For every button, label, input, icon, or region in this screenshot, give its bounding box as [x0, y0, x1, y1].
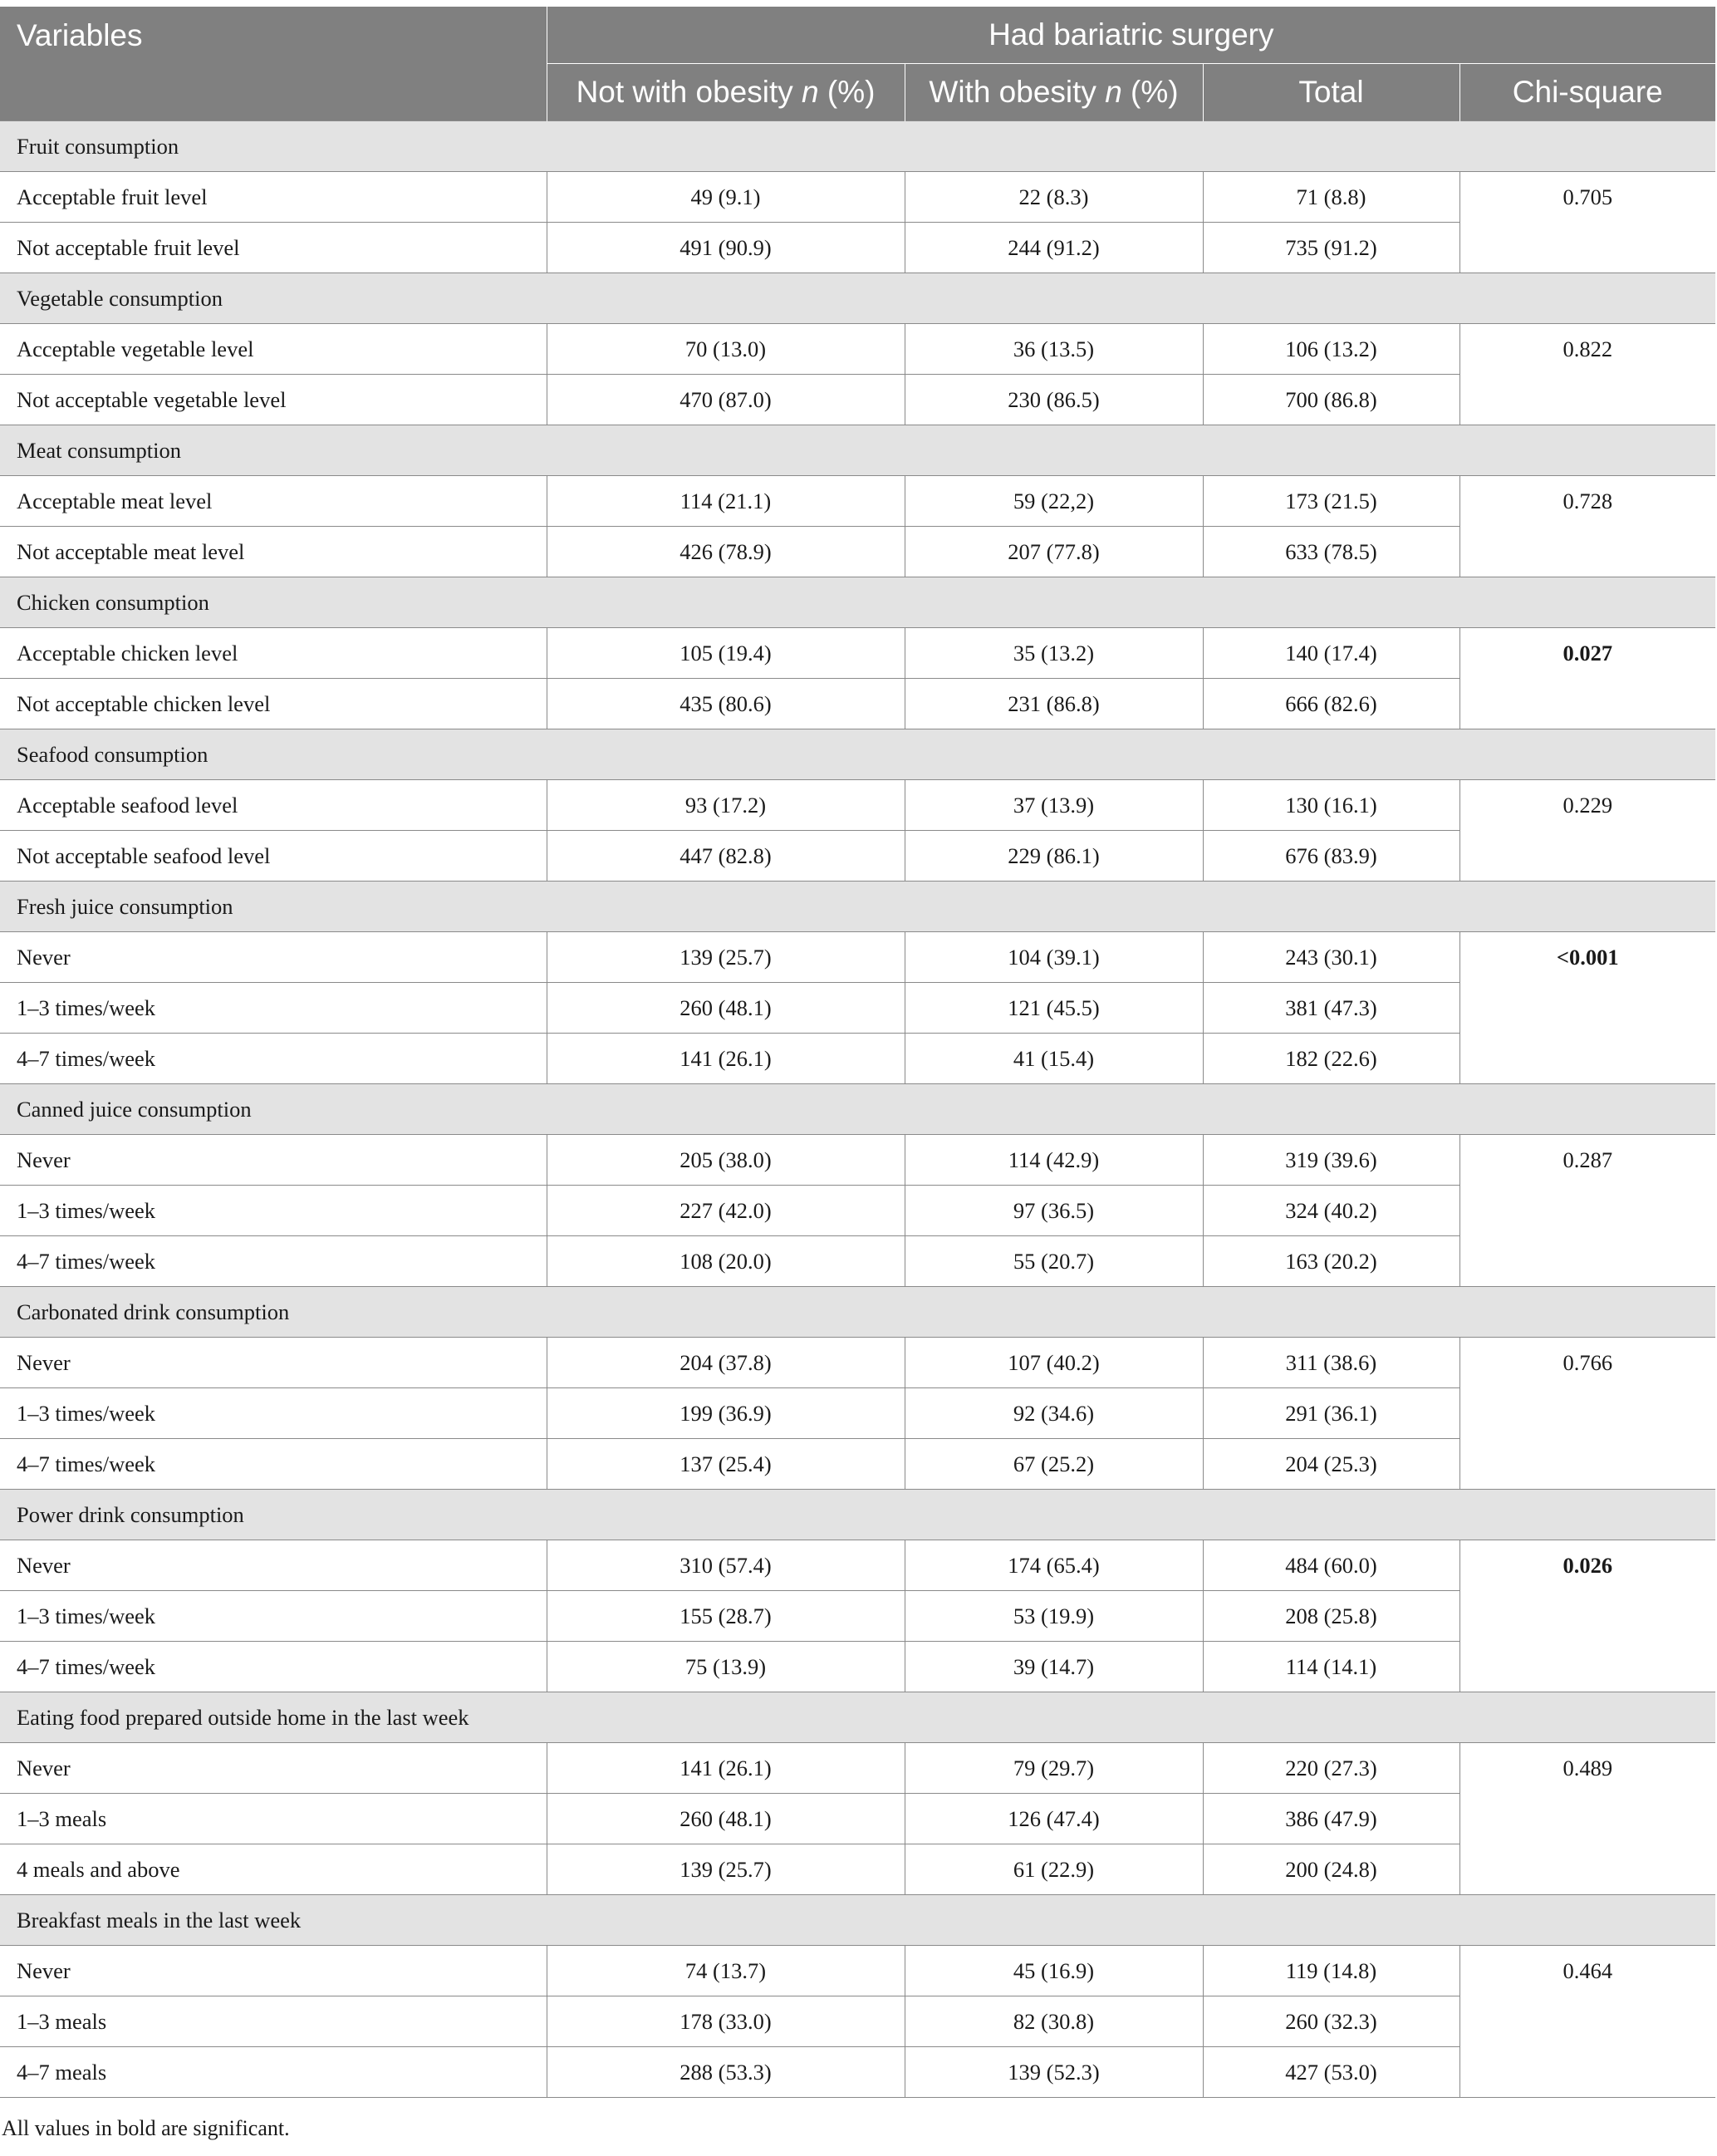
cell-not-with-obesity: 114 (21.1) — [547, 476, 905, 527]
cell-with-obesity: 229 (86.1) — [905, 831, 1203, 882]
cell-not-with-obesity: 310 (57.4) — [547, 1540, 905, 1591]
cell-with-obesity: 107 (40.2) — [905, 1338, 1203, 1388]
cell-total: 260 (32.3) — [1203, 1996, 1459, 2047]
cell-with-obesity: 53 (19.9) — [905, 1591, 1203, 1642]
cell-with-obesity: 79 (29.7) — [905, 1743, 1203, 1794]
cell-with-obesity: 231 (86.8) — [905, 679, 1203, 729]
pct-suffix: (%) — [818, 75, 876, 109]
table-row — [0, 1996, 1715, 2047]
table-row — [0, 2047, 1715, 2098]
cell-total: 220 (27.3) — [1203, 1743, 1459, 1794]
cell-not-with-obesity: 141 (26.1) — [547, 1034, 905, 1084]
header-group: Had bariatric surgery — [547, 7, 1715, 64]
section-title: Seafood consumption — [0, 729, 1715, 780]
section-header-row — [0, 1287, 1715, 1338]
row-label: 4 meals and above — [0, 1844, 547, 1895]
cell-total: 200 (24.8) — [1203, 1844, 1459, 1895]
cell-with-obesity: 39 (14.7) — [905, 1642, 1203, 1692]
cell-not-with-obesity: 139 (25.7) — [547, 932, 905, 983]
row-label: Never — [0, 1743, 547, 1794]
row-label: 1–3 times/week — [0, 1591, 547, 1642]
cell-with-obesity: 126 (47.4) — [905, 1794, 1203, 1844]
table-row — [0, 679, 1715, 729]
table-row — [0, 1540, 1715, 1591]
cell-not-with-obesity: 155 (28.7) — [547, 1591, 905, 1642]
cell-total: 633 (78.5) — [1203, 527, 1459, 577]
section-title: Vegetable consumption — [0, 273, 1715, 324]
section-title: Carbonated drink consumption — [0, 1287, 1715, 1338]
section-title: Breakfast meals in the last week — [0, 1895, 1715, 1946]
table-body — [0, 121, 1715, 2098]
header-variables: Variables — [0, 7, 547, 121]
cell-total: 324 (40.2) — [1203, 1186, 1459, 1236]
section-title: Fruit consumption — [0, 121, 1715, 172]
cell-with-obesity: 45 (16.9) — [905, 1946, 1203, 1996]
cell-chi-square: <0.001 — [1459, 932, 1715, 1084]
cell-total: 140 (17.4) — [1203, 628, 1459, 679]
cell-total: 119 (14.8) — [1203, 1946, 1459, 1996]
cell-with-obesity: 121 (45.5) — [905, 983, 1203, 1034]
section-title: Power drink consumption — [0, 1490, 1715, 1540]
row-label: 4–7 times/week — [0, 1034, 547, 1084]
cell-total: 106 (13.2) — [1203, 324, 1459, 375]
cell-with-obesity: 174 (65.4) — [905, 1540, 1203, 1591]
table-row — [0, 983, 1715, 1034]
cell-total: 427 (53.0) — [1203, 2047, 1459, 2098]
section-header-row — [0, 273, 1715, 324]
row-label: Not acceptable chicken level — [0, 679, 547, 729]
section-header-row — [0, 121, 1715, 172]
cell-total: 204 (25.3) — [1203, 1439, 1459, 1490]
table-row — [0, 1186, 1715, 1236]
pct-suffix: (%) — [1121, 75, 1179, 109]
cell-with-obesity: 35 (13.2) — [905, 628, 1203, 679]
cell-with-obesity: 104 (39.1) — [905, 932, 1203, 983]
row-label: 4–7 times/week — [0, 1642, 547, 1692]
row-label: Never — [0, 1540, 547, 1591]
row-label: Not acceptable vegetable level — [0, 375, 547, 425]
header-chi-square: Chi-square — [1459, 64, 1715, 121]
cell-total: 243 (30.1) — [1203, 932, 1459, 983]
table-row — [0, 1844, 1715, 1895]
header-with-obesity — [905, 64, 1203, 121]
row-label: 4–7 times/week — [0, 1236, 547, 1287]
cell-with-obesity: 207 (77.8) — [905, 527, 1203, 577]
row-label: 1–3 meals — [0, 1794, 547, 1844]
table-row — [0, 1946, 1715, 1996]
cell-with-obesity: 22 (8.3) — [905, 172, 1203, 223]
cell-not-with-obesity: 447 (82.8) — [547, 831, 905, 882]
row-label: Acceptable vegetable level — [0, 324, 547, 375]
cell-with-obesity: 55 (20.7) — [905, 1236, 1203, 1287]
cell-not-with-obesity: 93 (17.2) — [547, 780, 905, 831]
cell-not-with-obesity: 288 (53.3) — [547, 2047, 905, 2098]
table-row — [0, 375, 1715, 425]
cell-with-obesity: 82 (30.8) — [905, 1996, 1203, 2047]
cell-total: 208 (25.8) — [1203, 1591, 1459, 1642]
table-row — [0, 1439, 1715, 1490]
row-label: Not acceptable meat level — [0, 527, 547, 577]
cell-not-with-obesity: 137 (25.4) — [547, 1439, 905, 1490]
section-title: Eating food prepared outside home in the last week — [0, 1692, 1715, 1743]
cell-with-obesity: 67 (25.2) — [905, 1439, 1203, 1490]
cell-total: 71 (8.8) — [1203, 172, 1459, 223]
n-symbol: n — [1105, 75, 1122, 109]
section-header-row — [0, 882, 1715, 932]
cell-with-obesity: 244 (91.2) — [905, 223, 1203, 273]
cell-with-obesity: 114 (42.9) — [905, 1135, 1203, 1186]
cell-not-with-obesity: 470 (87.0) — [547, 375, 905, 425]
row-label: 4–7 meals — [0, 2047, 547, 2098]
cell-total: 182 (22.6) — [1203, 1034, 1459, 1084]
row-label: 1–3 times/week — [0, 983, 547, 1034]
cell-chi-square: 0.489 — [1459, 1743, 1715, 1895]
cell-with-obesity: 230 (86.5) — [905, 375, 1203, 425]
cell-chi-square: 0.822 — [1459, 324, 1715, 425]
cell-not-with-obesity: 108 (20.0) — [547, 1236, 905, 1287]
table-row — [0, 932, 1715, 983]
cell-not-with-obesity: 75 (13.9) — [547, 1642, 905, 1692]
cell-total: 114 (14.1) — [1203, 1642, 1459, 1692]
section-title: Canned juice consumption — [0, 1084, 1715, 1135]
cell-chi-square: 0.229 — [1459, 780, 1715, 882]
cell-total: 173 (21.5) — [1203, 476, 1459, 527]
section-title: Meat consumption — [0, 425, 1715, 476]
cell-with-obesity: 37 (13.9) — [905, 780, 1203, 831]
table-header — [0, 7, 1715, 121]
cell-with-obesity: 97 (36.5) — [905, 1186, 1203, 1236]
section-header-row — [0, 1895, 1715, 1946]
table-row — [0, 172, 1715, 223]
header-total: Total — [1203, 64, 1459, 121]
table-row — [0, 476, 1715, 527]
cell-total: 484 (60.0) — [1203, 1540, 1459, 1591]
row-label: 4–7 times/week — [0, 1439, 547, 1490]
cell-with-obesity: 61 (22.9) — [905, 1844, 1203, 1895]
section-title: Fresh juice consumption — [0, 882, 1715, 932]
cell-total: 163 (20.2) — [1203, 1236, 1459, 1287]
cell-total: 130 (16.1) — [1203, 780, 1459, 831]
section-header-row — [0, 425, 1715, 476]
table-row — [0, 1794, 1715, 1844]
cell-not-with-obesity: 260 (48.1) — [547, 1794, 905, 1844]
cell-not-with-obesity: 178 (33.0) — [547, 1996, 905, 2047]
cell-not-with-obesity: 74 (13.7) — [547, 1946, 905, 1996]
cell-total: 381 (47.3) — [1203, 983, 1459, 1034]
cell-with-obesity: 92 (34.6) — [905, 1388, 1203, 1439]
section-header-row — [0, 729, 1715, 780]
cell-with-obesity: 41 (15.4) — [905, 1034, 1203, 1084]
cell-total: 311 (38.6) — [1203, 1338, 1459, 1388]
section-header-row — [0, 1692, 1715, 1743]
cell-total: 666 (82.6) — [1203, 679, 1459, 729]
row-label: Acceptable meat level — [0, 476, 547, 527]
table-row — [0, 628, 1715, 679]
row-label: 1–3 meals — [0, 1996, 547, 2047]
cell-not-with-obesity: 227 (42.0) — [547, 1186, 905, 1236]
cell-not-with-obesity: 141 (26.1) — [547, 1743, 905, 1794]
row-label: Acceptable seafood level — [0, 780, 547, 831]
header-not-with-obesity — [547, 64, 905, 121]
table-row — [0, 780, 1715, 831]
cell-total: 735 (91.2) — [1203, 223, 1459, 273]
section-title: Chicken consumption — [0, 577, 1715, 628]
cell-with-obesity: 139 (52.3) — [905, 2047, 1203, 2098]
cell-not-with-obesity: 426 (78.9) — [547, 527, 905, 577]
row-label: Never — [0, 1135, 547, 1186]
table-row — [0, 1743, 1715, 1794]
cell-chi-square: 0.728 — [1459, 476, 1715, 577]
table-row — [0, 1388, 1715, 1439]
cell-total: 700 (86.8) — [1203, 375, 1459, 425]
table-row — [0, 1236, 1715, 1287]
cell-total: 676 (83.9) — [1203, 831, 1459, 882]
cell-not-with-obesity: 204 (37.8) — [547, 1338, 905, 1388]
n-symbol: n — [802, 75, 819, 109]
cell-chi-square: 0.705 — [1459, 172, 1715, 273]
header-label: With obesity — [929, 75, 1106, 109]
row-label: Never — [0, 1946, 547, 1996]
cell-chi-square: 0.287 — [1459, 1135, 1715, 1287]
table-row — [0, 1135, 1715, 1186]
results-table — [0, 7, 1715, 2098]
row-label: Not acceptable fruit level — [0, 223, 547, 273]
cell-chi-square: 0.766 — [1459, 1338, 1715, 1490]
cell-not-with-obesity: 491 (90.9) — [547, 223, 905, 273]
table-row — [0, 1642, 1715, 1692]
cell-chi-square: 0.026 — [1459, 1540, 1715, 1692]
table-row — [0, 1591, 1715, 1642]
row-label: Acceptable chicken level — [0, 628, 547, 679]
cell-not-with-obesity: 70 (13.0) — [547, 324, 905, 375]
table-row — [0, 223, 1715, 273]
header-label: Not with obesity — [576, 75, 802, 109]
row-label: 1–3 times/week — [0, 1388, 547, 1439]
row-label: 1–3 times/week — [0, 1186, 547, 1236]
table-row — [0, 324, 1715, 375]
cell-with-obesity: 59 (22,2) — [905, 476, 1203, 527]
cell-total: 386 (47.9) — [1203, 1794, 1459, 1844]
section-header-row — [0, 1490, 1715, 1540]
table-row — [0, 527, 1715, 577]
cell-not-with-obesity: 199 (36.9) — [547, 1388, 905, 1439]
cell-chi-square: 0.464 — [1459, 1946, 1715, 2098]
cell-not-with-obesity: 105 (19.4) — [547, 628, 905, 679]
cell-not-with-obesity: 139 (25.7) — [547, 1844, 905, 1895]
cell-not-with-obesity: 49 (9.1) — [547, 172, 905, 223]
cell-not-with-obesity: 260 (48.1) — [547, 983, 905, 1034]
cell-total: 319 (39.6) — [1203, 1135, 1459, 1186]
row-label: Never — [0, 1338, 547, 1388]
cell-not-with-obesity: 435 (80.6) — [547, 679, 905, 729]
table-row — [0, 831, 1715, 882]
table-row — [0, 1034, 1715, 1084]
table-footnote: All values in bold are significant. — [2, 2116, 290, 2140]
section-header-row — [0, 1084, 1715, 1135]
cell-total: 291 (36.1) — [1203, 1388, 1459, 1439]
section-header-row — [0, 577, 1715, 628]
cell-chi-square: 0.027 — [1459, 628, 1715, 729]
cell-with-obesity: 36 (13.5) — [905, 324, 1203, 375]
row-label: Not acceptable seafood level — [0, 831, 547, 882]
row-label: Acceptable fruit level — [0, 172, 547, 223]
row-label: Never — [0, 932, 547, 983]
table-row — [0, 1338, 1715, 1388]
cell-not-with-obesity: 205 (38.0) — [547, 1135, 905, 1186]
